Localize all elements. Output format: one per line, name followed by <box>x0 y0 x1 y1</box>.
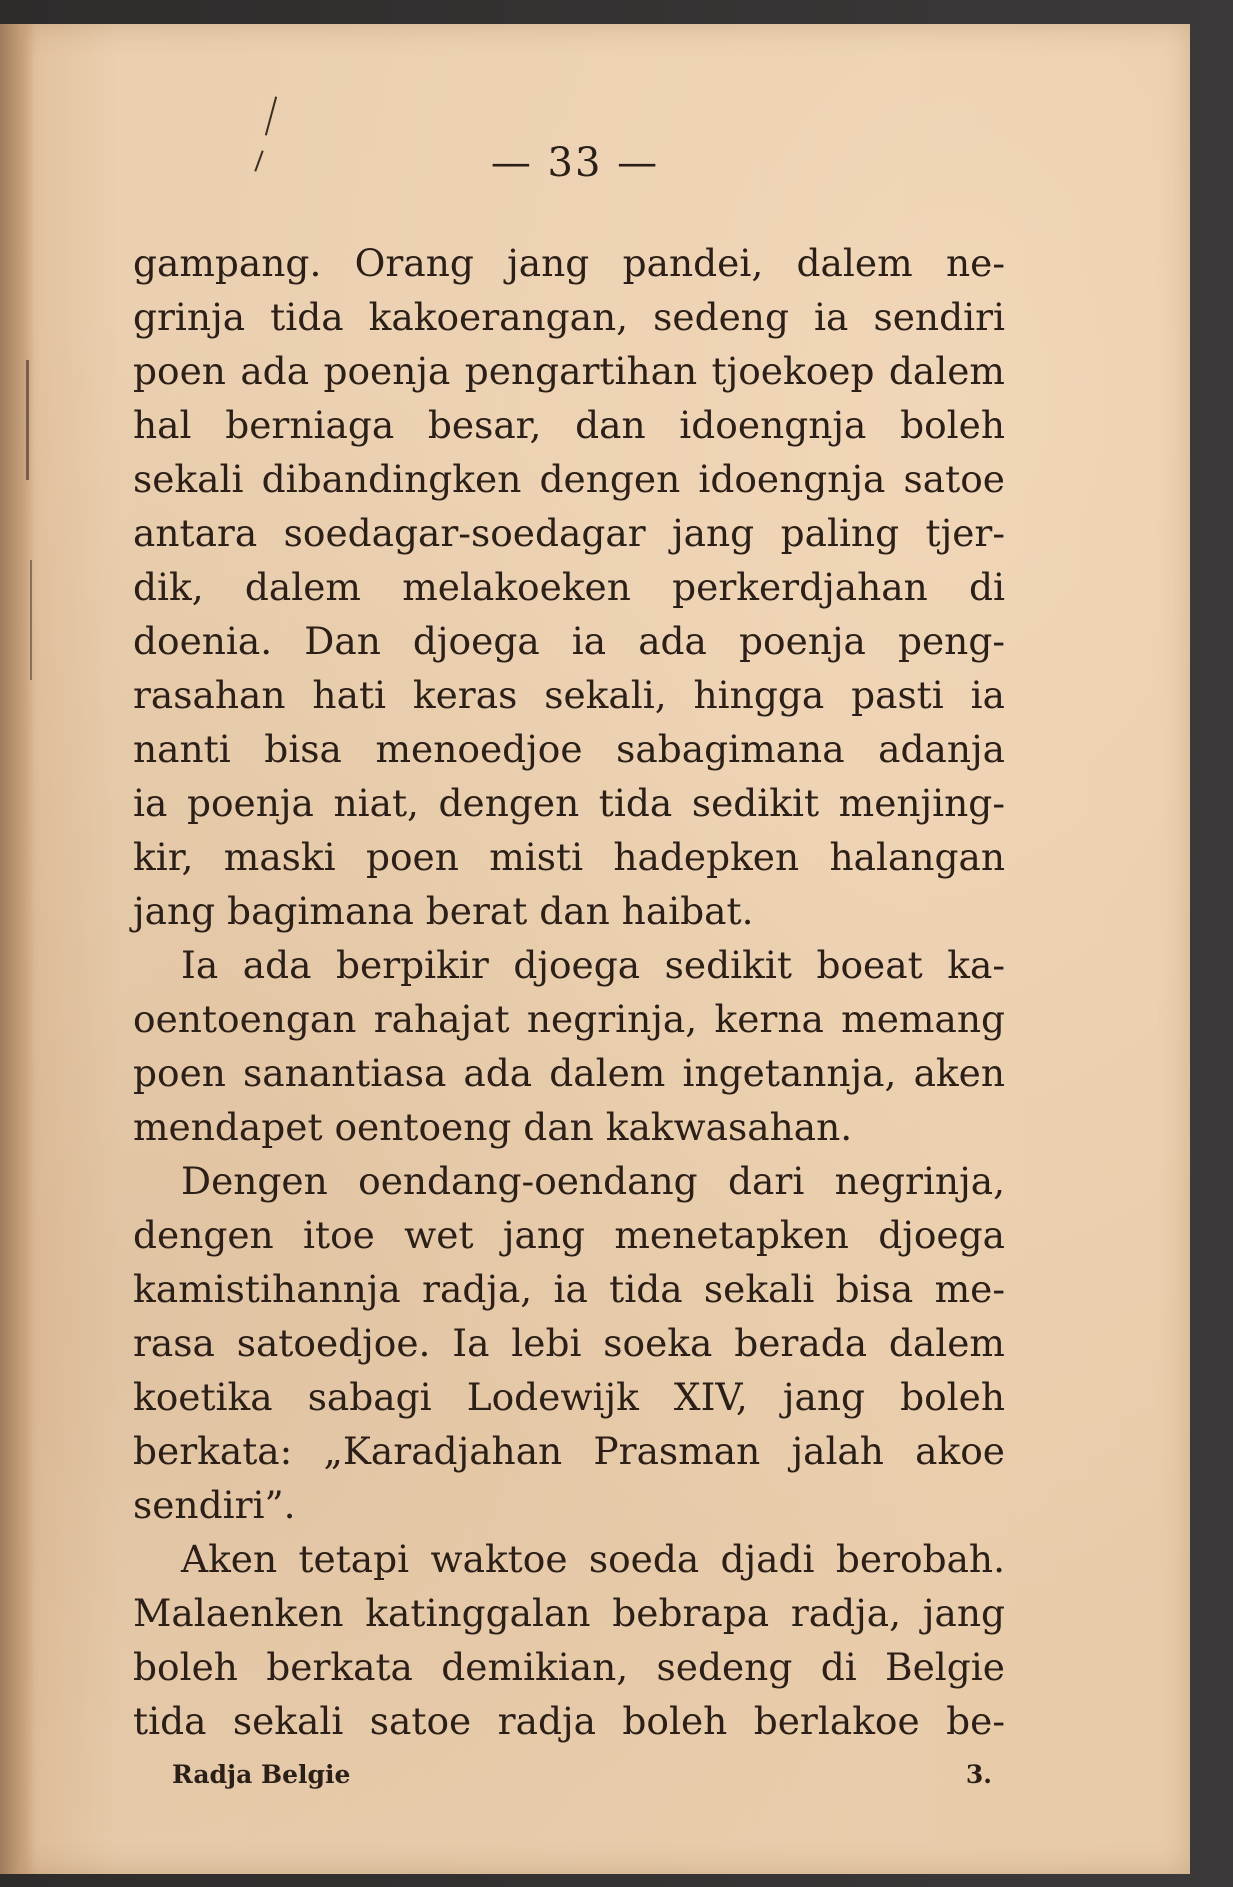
text-line: nanti bisa menoedjoe sabagimana adanja <box>133 727 1005 771</box>
text-line: poen sanantiasa ada dalem ingetannja, aken <box>133 1051 1005 1095</box>
page-number: — 33 — <box>490 140 660 186</box>
text-line: oentoengan rahajat negrinja, kerna memang <box>133 997 1005 1041</box>
text-line: dengen itoe wet jang menetapken djoega <box>133 1213 1005 1257</box>
text-line: antara soedagar-soedagar jang paling tjer- <box>133 511 1005 555</box>
text-line: mendapet oentoeng dan kakwasahan. <box>133 1105 853 1149</box>
signature-number: 3. <box>965 1760 992 1789</box>
text-line: rasahan hati keras sekali, hingga pasti ia <box>133 673 1005 717</box>
text-line: koetika sabagi Lodewijk XIV, jang boleh <box>133 1375 1005 1419</box>
pencil-mark <box>30 560 32 680</box>
text-line: sekali dibandingken dengen idoengnja satoe <box>133 457 1005 501</box>
text-line: grinja tida kakoerangan, sedeng ia sendiri <box>133 295 1005 339</box>
text-line: boleh berkata demikian, sedeng di Belgie <box>133 1645 1005 1689</box>
signature-title: Radja Belgie <box>172 1760 351 1789</box>
text-line: Malaenken katinggalan bebrapa radja, jang <box>133 1591 1005 1635</box>
text-line: kamistihannja radja, ia tida sekali bisa me- <box>133 1267 1005 1311</box>
page-binding <box>0 24 34 1874</box>
text-line: rasa satoedjoe. Ia lebi soeka berada dalem <box>133 1321 1005 1365</box>
text-line: sendiri”. <box>133 1483 296 1527</box>
text-line: Ia ada berpikir djoega sedikit boeat ka- <box>181 943 1005 987</box>
text-line: hal berniaga besar, dan idoengnja boleh <box>133 403 1005 447</box>
text-line: jang bagimana berat dan haibat. <box>133 889 754 933</box>
text-line: poen ada poenja pengartihan tjoekoep dalem <box>133 349 1005 393</box>
text-line: tida sekali satoe radja boleh berlakoe be- <box>133 1699 1005 1743</box>
text-line: Aken tetapi waktoe soeda djadi berobah. <box>181 1537 1005 1581</box>
text-line: Dengen oendang-oendang dari negrinja, <box>181 1159 1005 1203</box>
text-line: gampang. Orang jang pandei, dalem ne- <box>133 241 1005 285</box>
text-line: doenia. Dan djoega ia ada poenja peng- <box>133 619 1005 663</box>
text-line: dik, dalem melakoeken perkerdjahan di <box>133 565 1005 609</box>
pencil-mark <box>26 360 29 480</box>
body-text <box>133 236 1005 1748</box>
text-line: ia poenja niat, dengen tida sedikit menjing- <box>133 781 1005 825</box>
text-line: berkata: „Karadjahan Prasman jalah akoe <box>133 1429 1005 1473</box>
text-line: kir, maski poen misti hadepken halangan <box>133 835 1005 879</box>
